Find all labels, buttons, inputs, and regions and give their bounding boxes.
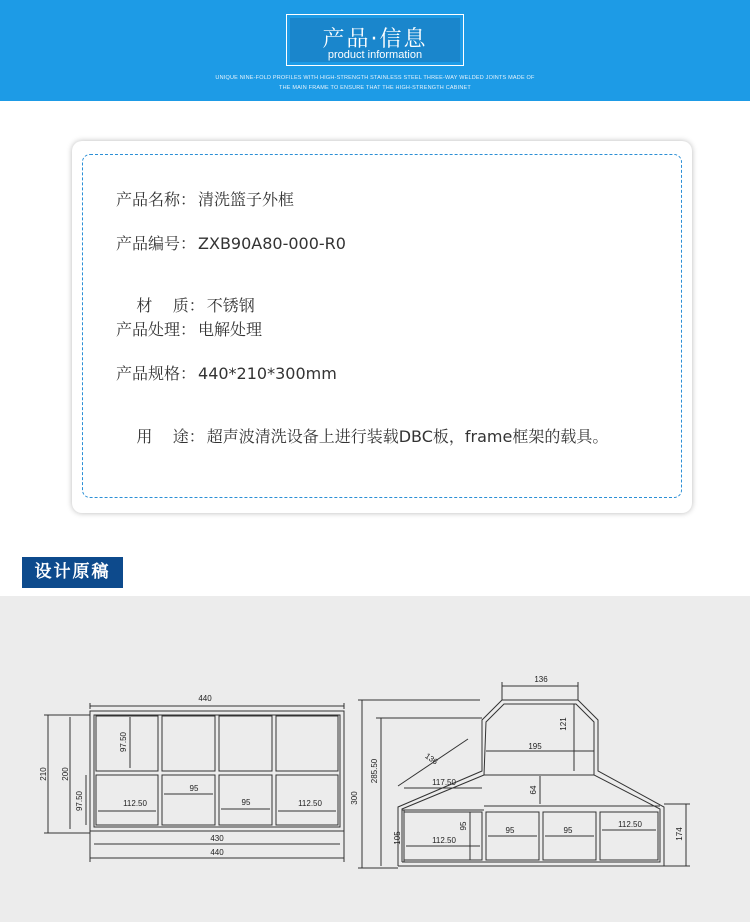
design-drawing-area (0, 596, 750, 922)
banner-title: 产品·信息 (322, 27, 428, 52)
dim-label-side-285: 285.50 (370, 758, 379, 784)
front-cell-bottom-2 (162, 775, 215, 825)
dim-label-front-97-top: 97.50 (119, 731, 128, 753)
banner-tagline-line2: THE MAIN FRAME TO ENSURE THAT THE HIGH-STRENGTH CABINET (279, 85, 471, 91)
info-label-usage: 用 途： (136, 427, 205, 446)
dim-label-front-97-bottom: 97.50 (75, 790, 84, 812)
banner-title-frame (286, 14, 464, 66)
dim-label-side-300: 300 (350, 791, 359, 805)
dim-label-front-440: 440 (210, 848, 224, 857)
dim-label-side-121: 121 (559, 717, 568, 731)
dim-label-side-95v: 95 (459, 821, 468, 831)
dim-label-front-210: 210 (39, 767, 48, 781)
info-label-code: 产品编号： (116, 234, 197, 253)
info-label-material: 材 质： (136, 296, 205, 315)
top-banner (0, 0, 750, 101)
banner-tagline-line1: UNIQUE NINE-FOLD PROFILES WITH HIGH-STRENGTH STAINLESS STEEL THREE-WAY WELDED JOINTS MADE OF (215, 75, 535, 81)
info-row-usage (116, 405, 608, 466)
dim-label-side-117: 117.50 (432, 778, 456, 787)
front-view (44, 703, 344, 862)
front-cell-top-3 (219, 716, 272, 771)
banner-title-box (290, 18, 460, 62)
info-value-name: 清洗篮子外框 (198, 190, 295, 209)
banner-subtitle: product information (327, 49, 423, 61)
dim-label-side-112-right: 112.50 (618, 820, 642, 829)
info-value-treatment: 电解处理 (198, 320, 263, 339)
dim-label-front-112-left: 112.50 (123, 799, 147, 808)
dim-label-side-174: 174 (675, 827, 684, 841)
dim-label-front-112-right: 112.50 (298, 799, 322, 808)
banner-tagline (150, 73, 600, 93)
dim-label-front-200: 200 (61, 767, 70, 781)
dim-label-side-105: 105 (393, 831, 402, 845)
info-row-spec (116, 361, 337, 384)
dim-label-side-95-b: 95 (563, 826, 573, 835)
info-value-usage: 超声波清洗设备上进行装载DBC板，frame框架的载具。 (206, 427, 609, 446)
dim-label-side-95-a: 95 (505, 826, 515, 835)
info-value-material: 不锈钢 (206, 296, 255, 315)
dim-label-side-136-top: 136 (534, 675, 548, 684)
dim-label-front-430: 430 (210, 834, 224, 843)
side-view (358, 682, 690, 868)
info-label-name: 产品名称： (116, 190, 197, 209)
info-label-treatment: 产品处理： (116, 320, 197, 339)
dim-label-side-195: 195 (528, 742, 542, 751)
dim-label-side-136-diag: 136 (423, 751, 440, 767)
dim-label-front-top: 440 (198, 694, 212, 703)
dim-label-front-95-b: 95 (241, 798, 251, 807)
dim-label-side-112-left: 112.50 (432, 836, 456, 845)
info-row-code (116, 231, 346, 254)
info-value-spec: 440*210*300mm (198, 364, 337, 383)
info-row-name (116, 187, 294, 210)
dim-label-front-95-a: 95 (189, 784, 199, 793)
section-heading: 设计原稿 (22, 557, 123, 587)
info-label-spec: 产品规格： (116, 364, 197, 383)
info-value-code: ZXB90A80-000-R0 (198, 234, 346, 253)
info-row-treatment (116, 317, 262, 340)
section-heading-underline (22, 586, 123, 588)
dim-label-side-64: 64 (529, 785, 538, 795)
front-cell-top-4 (276, 716, 338, 771)
product-info-card (72, 141, 692, 513)
design-drawing-svg (0, 596, 750, 922)
front-cell-top-2 (162, 716, 215, 771)
